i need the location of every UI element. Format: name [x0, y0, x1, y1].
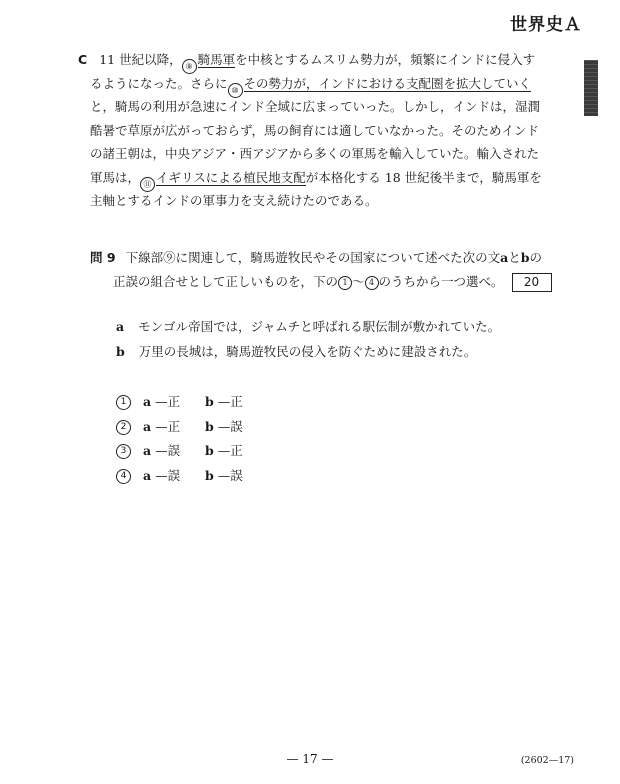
option-a-value: 誤: [167, 467, 181, 483]
option-a-key: a: [143, 418, 152, 434]
option-dash: —: [217, 394, 231, 409]
statement-list: [116, 314, 500, 364]
reading-passage: [78, 48, 550, 213]
option-a-key: a: [143, 443, 152, 458]
underlined-phrase-11: イギリスによる植民地支配: [156, 169, 306, 185]
option-number-icon: 4: [116, 469, 131, 484]
answer-box[interactable]: 20: [512, 273, 552, 292]
question-text: 正誤の組合せとして正しいものを，下の: [113, 274, 339, 289]
page-number: — 17 —: [286, 752, 334, 766]
option-dash: —: [155, 443, 168, 458]
question-text: の: [529, 250, 542, 265]
option-b-key: b: [205, 443, 214, 458]
option-b-value: 誤: [230, 418, 243, 434]
statement-a: [116, 314, 500, 339]
question-line: [90, 270, 560, 294]
option-a-key: a: [143, 394, 152, 409]
passage-line: [78, 48, 550, 72]
option-b-value: 正: [230, 394, 243, 409]
passage-text: 11 世紀以降，: [99, 52, 182, 67]
option-dash: —: [217, 418, 231, 434]
question-text: のうちから一つ選べ。: [378, 274, 504, 289]
option-dash: —: [217, 443, 231, 458]
option-number-icon: 3: [116, 444, 131, 459]
option-4[interactable]: [116, 464, 243, 489]
option-dash: —: [155, 394, 168, 409]
subject-title: 世界史Ａ: [510, 15, 582, 35]
option-dash: —: [217, 467, 231, 483]
option-b-key: b: [205, 467, 214, 483]
statement-ref-b: b: [520, 250, 530, 265]
passage-text: るようになった。さらに: [90, 75, 228, 91]
underline-marker-9: ⑨: [182, 59, 197, 74]
option-b-value: 誤: [230, 467, 243, 483]
passage-line: 主軸とするインドの軍事力を支え続けたのである。: [90, 193, 378, 208]
passage-line: 酷暑で草原が広がっておらず，馬の飼育には適していなかった。そのためインド: [90, 122, 540, 138]
underline-marker-11: ⑪: [140, 177, 155, 192]
passage-line: と，騎馬の利用が急速にインド全域に広まっていった。しかし，インドは，湿潤: [90, 99, 541, 114]
option-a-value: 正: [167, 418, 181, 434]
option-b-key: b: [205, 418, 214, 434]
range-end-icon: 4: [365, 276, 379, 290]
option-a-key: a: [143, 467, 152, 483]
section-index-tab: [584, 60, 598, 116]
question-text: と: [508, 250, 521, 265]
statement-text: モンゴル帝国では，ジャムチと呼ばれる駅伝制が敷かれていた。: [138, 319, 501, 334]
range-start-icon: 1: [338, 276, 352, 290]
question-text: ～: [352, 274, 365, 289]
passage-line: [90, 72, 550, 96]
passage-line: の諸王朝は，中央アジア・西アジアから多くの軍馬を輸入していた。輸入された: [90, 146, 540, 161]
statement-ref-a: a: [500, 250, 509, 265]
question-text: 下線部⑨に関連して，騎馬遊牧民やその国家について述べた次の文: [125, 250, 501, 265]
page-code: (2602—17): [520, 755, 574, 766]
question-9: [90, 246, 560, 294]
answer-options: [116, 390, 243, 488]
passage-text: 軍馬は，: [90, 169, 141, 185]
option-b-key: b: [205, 394, 214, 409]
option-number-icon: 2: [116, 420, 131, 435]
underlined-phrase-9: 騎馬軍: [197, 52, 236, 67]
option-number-icon: 1: [116, 395, 131, 410]
statement-text: 万里の長城は，騎馬遊牧民の侵入を防ぐために建設された。: [138, 344, 477, 359]
statement-key: a: [116, 319, 125, 334]
question-line: [90, 246, 560, 270]
option-dash: —: [155, 467, 168, 483]
option-a-value: 正: [167, 394, 181, 409]
statement-key: b: [116, 344, 125, 359]
passage-line: [90, 166, 550, 190]
passage-text: を中核とするムスリム勢力が，頻繁にインドに侵入す: [235, 52, 536, 67]
option-dash: —: [155, 418, 168, 434]
option-b-value: 正: [230, 443, 243, 458]
section-label: C: [78, 52, 88, 67]
underline-marker-10: ⑩: [228, 83, 243, 98]
question-number: 問 9: [90, 250, 116, 265]
option-3[interactable]: [116, 439, 243, 464]
underlined-phrase-10: その勢力が，インドにおける支配圏を拡大していく: [243, 75, 532, 91]
option-2[interactable]: [116, 415, 243, 440]
passage-text: が本格化する 18 世紀後半まで，騎馬軍を: [305, 169, 542, 185]
option-a-value: 誤: [167, 443, 181, 458]
option-1[interactable]: [116, 390, 243, 415]
statement-b: [116, 339, 500, 364]
